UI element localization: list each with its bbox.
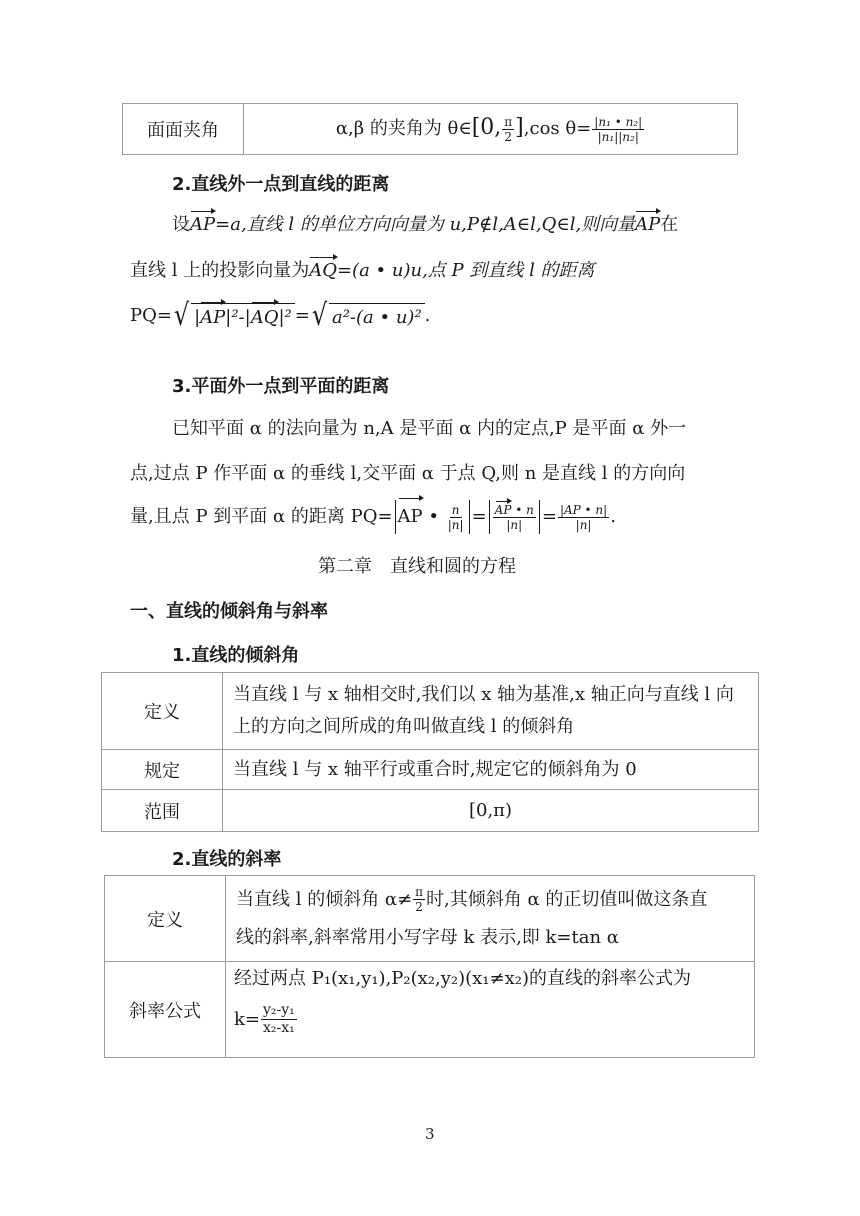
interval-close: ] xyxy=(515,115,524,141)
slope-fraction: $\frac{\text{y₂-y₁}}{\text{x₂-x₁}}$ xyxy=(263,1002,295,1036)
chapter-label: 第二章 xyxy=(318,556,372,577)
cos-text: ,cos θ= xyxy=(523,118,592,140)
part-1-heading: 一、直线的倾斜角与斜率 xyxy=(130,601,328,622)
inclination-def-label: 定义 xyxy=(102,673,223,750)
slope-formula-label: 斜率公式 xyxy=(105,962,226,1058)
face-angle-formula xyxy=(244,104,738,155)
vector-aq: AQ xyxy=(309,260,337,281)
section-2-para-line1: 设AP=a,直线 l 的单位方向向量为 u,P∉l,A∈l,Q∈l,则向量AP在 xyxy=(172,214,679,235)
frac-abs-ap-dot-n: $\frac{|AP • n|}{|n|}$ xyxy=(559,502,608,532)
face-angle-label: 面面夹角 xyxy=(123,104,244,155)
subsection-1-heading: 1.直线的倾斜角 xyxy=(172,645,300,666)
face-angle-text: α,β 的夹角为 θ∈ xyxy=(335,118,472,140)
inclination-def-text: 当直线 l 与 x 轴相交时,我们以 x 轴为基准,x 轴正向与直线 l 向上的方向之间所成的角叫做直线 l 的倾斜角 xyxy=(223,673,759,750)
section-2-para-line2: 直线 l 上的投影向量为AQ=(a • u)u,点 P 到直线 l 的距离 xyxy=(130,260,595,281)
pi-over-2: $\frac{\pi}{2}$ xyxy=(415,885,424,914)
face-angle-table xyxy=(122,103,738,155)
inclination-table xyxy=(101,672,759,832)
slope-table xyxy=(104,875,755,1058)
subsection-2-heading: 2.直线的斜率 xyxy=(172,849,282,870)
section-2-heading: 2.直线外一点到直线的距离 xyxy=(172,174,390,195)
section-3-line2: 点,过点 P 作平面 α 的垂线 l,交平面 α 于点 Q,则 n 是直线 l 的方向向 xyxy=(130,463,686,484)
frac-n-over-norm: $\frac{n}{|n|}$ xyxy=(447,502,464,532)
vector-ap: AP xyxy=(635,214,661,235)
chapter-title xyxy=(318,552,516,578)
frac-ap-dot-n: $\frac{AP • n}{|n|}$ xyxy=(494,502,534,532)
section-3-line1: 已知平面 α 的法向量为 n,A 是平面 α 内的定点,P 是平面 α 外一 xyxy=(172,418,687,439)
inclination-range-label: 范围 xyxy=(102,790,223,832)
sqrt-2: √ a²-(a • u)² xyxy=(310,300,425,332)
chapter-name: 直线和圆的方程 xyxy=(390,556,516,577)
slope-def-label: 定义 xyxy=(105,876,226,962)
vector-ap: AP xyxy=(190,214,216,235)
inclination-rule-label: 规定 xyxy=(102,750,223,790)
inclination-range-value: [0,π) xyxy=(223,790,759,832)
interval-frac: $\frac{\pi}{2}$ xyxy=(504,114,513,144)
section-3-heading: 3.平面外一点到平面的距离 xyxy=(172,376,390,397)
slope-def-text: 当直线 l 的倾斜角 α≠ $\frac{\pi}{2}$ 时,其倾斜角 α 的正切值叫做这条直 线的斜率,斜率常用小写字母 k 表示,即 k=tan α xyxy=(226,876,755,962)
inclination-rule-text: 当直线 l 与 x 轴平行或重合时,规定它的倾斜角为 0 xyxy=(223,750,759,790)
section-3-line3: 量,且点 P 到平面 α 的距离 PQ= AP • $\frac{n}{|n|}$ = $\frac{AP • n}{|n|}$ = $\frac{|AP • n|}{|n|}$ . xyxy=(130,500,616,534)
page-number: 3 xyxy=(425,1125,435,1143)
sqrt-1: √ |AP|²-|AQ|² xyxy=(172,300,295,332)
interval-open: [0, xyxy=(471,115,502,141)
slope-formula-text: 经过两点 P₁(x₁,y₁),P₂(x₂,y₂)(x₁≠x₂)的直线的斜率公式为 k= $\frac{\text{y₂-y₁}}{\text{x₂-x₁}}$ xyxy=(226,962,755,1058)
distance-formula: PQ= √ |AP|²-|AQ|² = √ a²-(a • u)² . xyxy=(130,298,431,333)
cos-frac: $\frac{\text{|n₁ • n₂|}}{\text{|n₁||n₂|}}$ xyxy=(594,114,643,144)
